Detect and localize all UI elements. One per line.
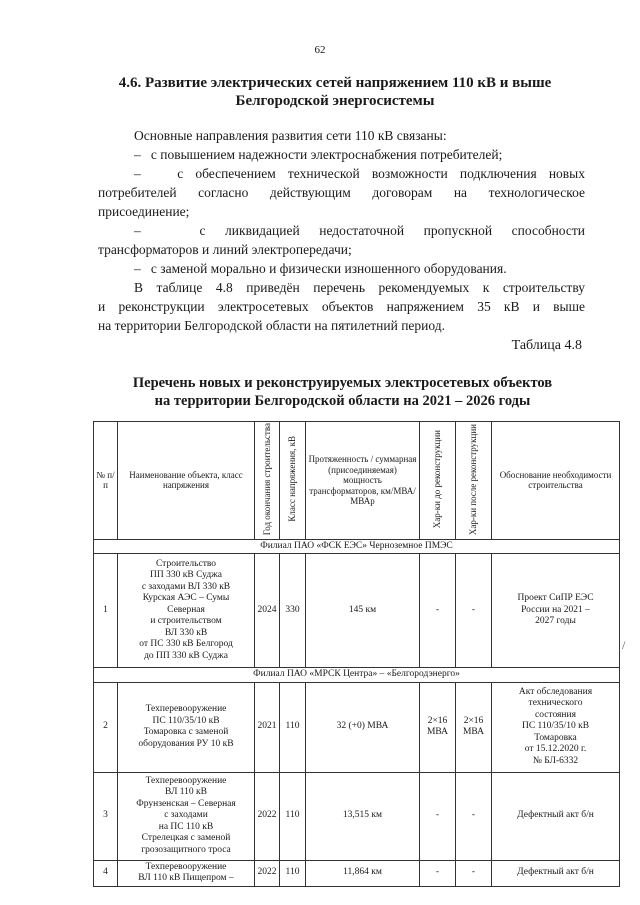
header-after: Хар-ки после реконструкции <box>456 422 492 540</box>
list-dash: – <box>134 166 141 181</box>
heading-line-1: 4.6. Развитие электрических сетей напряжением 110 кВ и выше <box>118 75 552 91</box>
list-item-continued: трансформаторов и линий электропередачи; <box>98 242 352 257</box>
table-title-line-1: Перечень новых и реконструируемых электросетевых объектов <box>132 375 553 391</box>
row-year: 2022 <box>255 772 280 860</box>
paragraph-line: на территории Белгородской области на пятилетний период. <box>98 318 446 333</box>
page-number: 62 <box>314 44 326 56</box>
header-name: Наименование объекта, класс напряжения <box>118 422 255 540</box>
row-voltage: 110 <box>280 682 306 772</box>
list-item: – с обеспечением технической возможности подключения новых <box>134 166 585 181</box>
list-dash: – <box>134 223 141 238</box>
table-row <box>94 682 620 772</box>
row-length: 145 км <box>306 554 420 668</box>
row-length: 11,864 км <box>306 860 420 886</box>
table-title <box>110 374 575 410</box>
list-dash: – <box>134 147 141 162</box>
row-year: 2022 <box>255 860 280 886</box>
row-name: Техперевооружение ПС 110/35/10 кВ Томаровка с заменой оборудования РУ 10 кВ <box>118 682 255 772</box>
row-name: Техперевооружение ВЛ 110 кВ Фрунзенская – Северная с заходами на ПС 110 кВ Стрелецкая с заменой грозозащитного троса <box>118 772 255 860</box>
list-item: – с заменой морально и физически изношенного оборудования. <box>134 261 507 276</box>
table-row <box>94 772 620 860</box>
list-item: – с повышением надежности электроснабжения потребителей; <box>134 147 503 162</box>
row-before: - <box>420 554 456 668</box>
row-reason: Проект СиПР ЕЭС России на 2021 – 2027 годы <box>492 554 620 668</box>
header-voltage: Класс напряжения, кВ <box>280 422 306 540</box>
row-voltage: 110 <box>280 860 306 886</box>
row-before: - <box>420 772 456 860</box>
header-length: Протяженность / суммарная (присоединяемая) мощность трансформаторов, км/МВА/МВАр <box>306 422 420 540</box>
row-before: - <box>420 860 456 886</box>
row-name: Строительство ПП 330 кВ Суджа с заходами ВЛ 330 кВ Курская АЭС – Сумы Северная и строительством ВЛ 330 кВ от ПС 330 кВ Белгород до ПП 330 кВ Суджа <box>118 554 255 668</box>
row-length: 32 (+0) МВА <box>306 682 420 772</box>
intro-text: Основные направления развития сети 110 кВ связаны: <box>134 128 447 143</box>
section-row <box>94 668 620 683</box>
margin-mark: / <box>622 638 626 652</box>
row-before: 2×16 МВА <box>420 682 456 772</box>
row-num: 3 <box>94 772 118 860</box>
table-title-line-2: на территории Белгородской области на 2021 – 2026 годы <box>154 393 531 409</box>
section-row <box>94 539 620 554</box>
row-length: 13,515 км <box>306 772 420 860</box>
row-name: Техперевооружение ВЛ 110 кВ Пищепром – <box>118 860 255 886</box>
header-num: № п/п <box>94 422 118 540</box>
row-num: 1 <box>94 554 118 668</box>
section-label: Филиал ПАО «ФСК ЕЭС» Черноземное ПМЭС <box>94 539 620 554</box>
header-year: Год окончания строительства <box>255 422 280 540</box>
section-label: Филиал ПАО «МРСК Центра» – «Белгородэнерго» <box>94 668 620 683</box>
row-after: 2×16 МВА <box>456 682 492 772</box>
row-reason: Дефектный акт б/н <box>492 860 620 886</box>
intro-block <box>98 126 585 335</box>
row-voltage: 330 <box>280 554 306 668</box>
row-reason: Дефектный акт б/н <box>492 772 620 860</box>
row-after: - <box>456 860 492 886</box>
row-year: 2021 <box>255 682 280 772</box>
list-item-continued: потребителей согласно действующим договорам на технологическое <box>98 185 585 200</box>
list-dash: – <box>134 261 141 276</box>
table-reference: Таблица 4.8 <box>511 338 582 353</box>
table-row <box>94 554 620 668</box>
list-item-continued: присоединение; <box>98 204 190 219</box>
list-item: – с ликвидацией недостаточной пропускной способности <box>134 223 586 238</box>
header-reason: Обоснование необходимости строительства <box>492 422 620 540</box>
objects-table <box>93 421 620 887</box>
row-num: 4 <box>94 860 118 886</box>
table-header-row <box>94 422 620 540</box>
paragraph-line: и реконструкции электросетевых объектов напряжением 35 кВ и выше <box>98 299 585 314</box>
paragraph-line: В таблице 4.8 приведён перечень рекомендуемых к строительству <box>134 280 585 295</box>
heading-line-2: Белгородской энергосистемы <box>235 93 435 109</box>
header-before: Хар-ки до реконструкции <box>420 422 456 540</box>
row-voltage: 110 <box>280 772 306 860</box>
row-year: 2024 <box>255 554 280 668</box>
table-row <box>94 860 620 886</box>
section-heading <box>90 74 580 110</box>
row-reason: Акт обследования технического состояния ПС 110/35/10 кВ Томаровка от 15.12.2020 г. № БЛ-6332 <box>492 682 620 772</box>
row-after: - <box>456 772 492 860</box>
row-num: 2 <box>94 682 118 772</box>
row-after: - <box>456 554 492 668</box>
